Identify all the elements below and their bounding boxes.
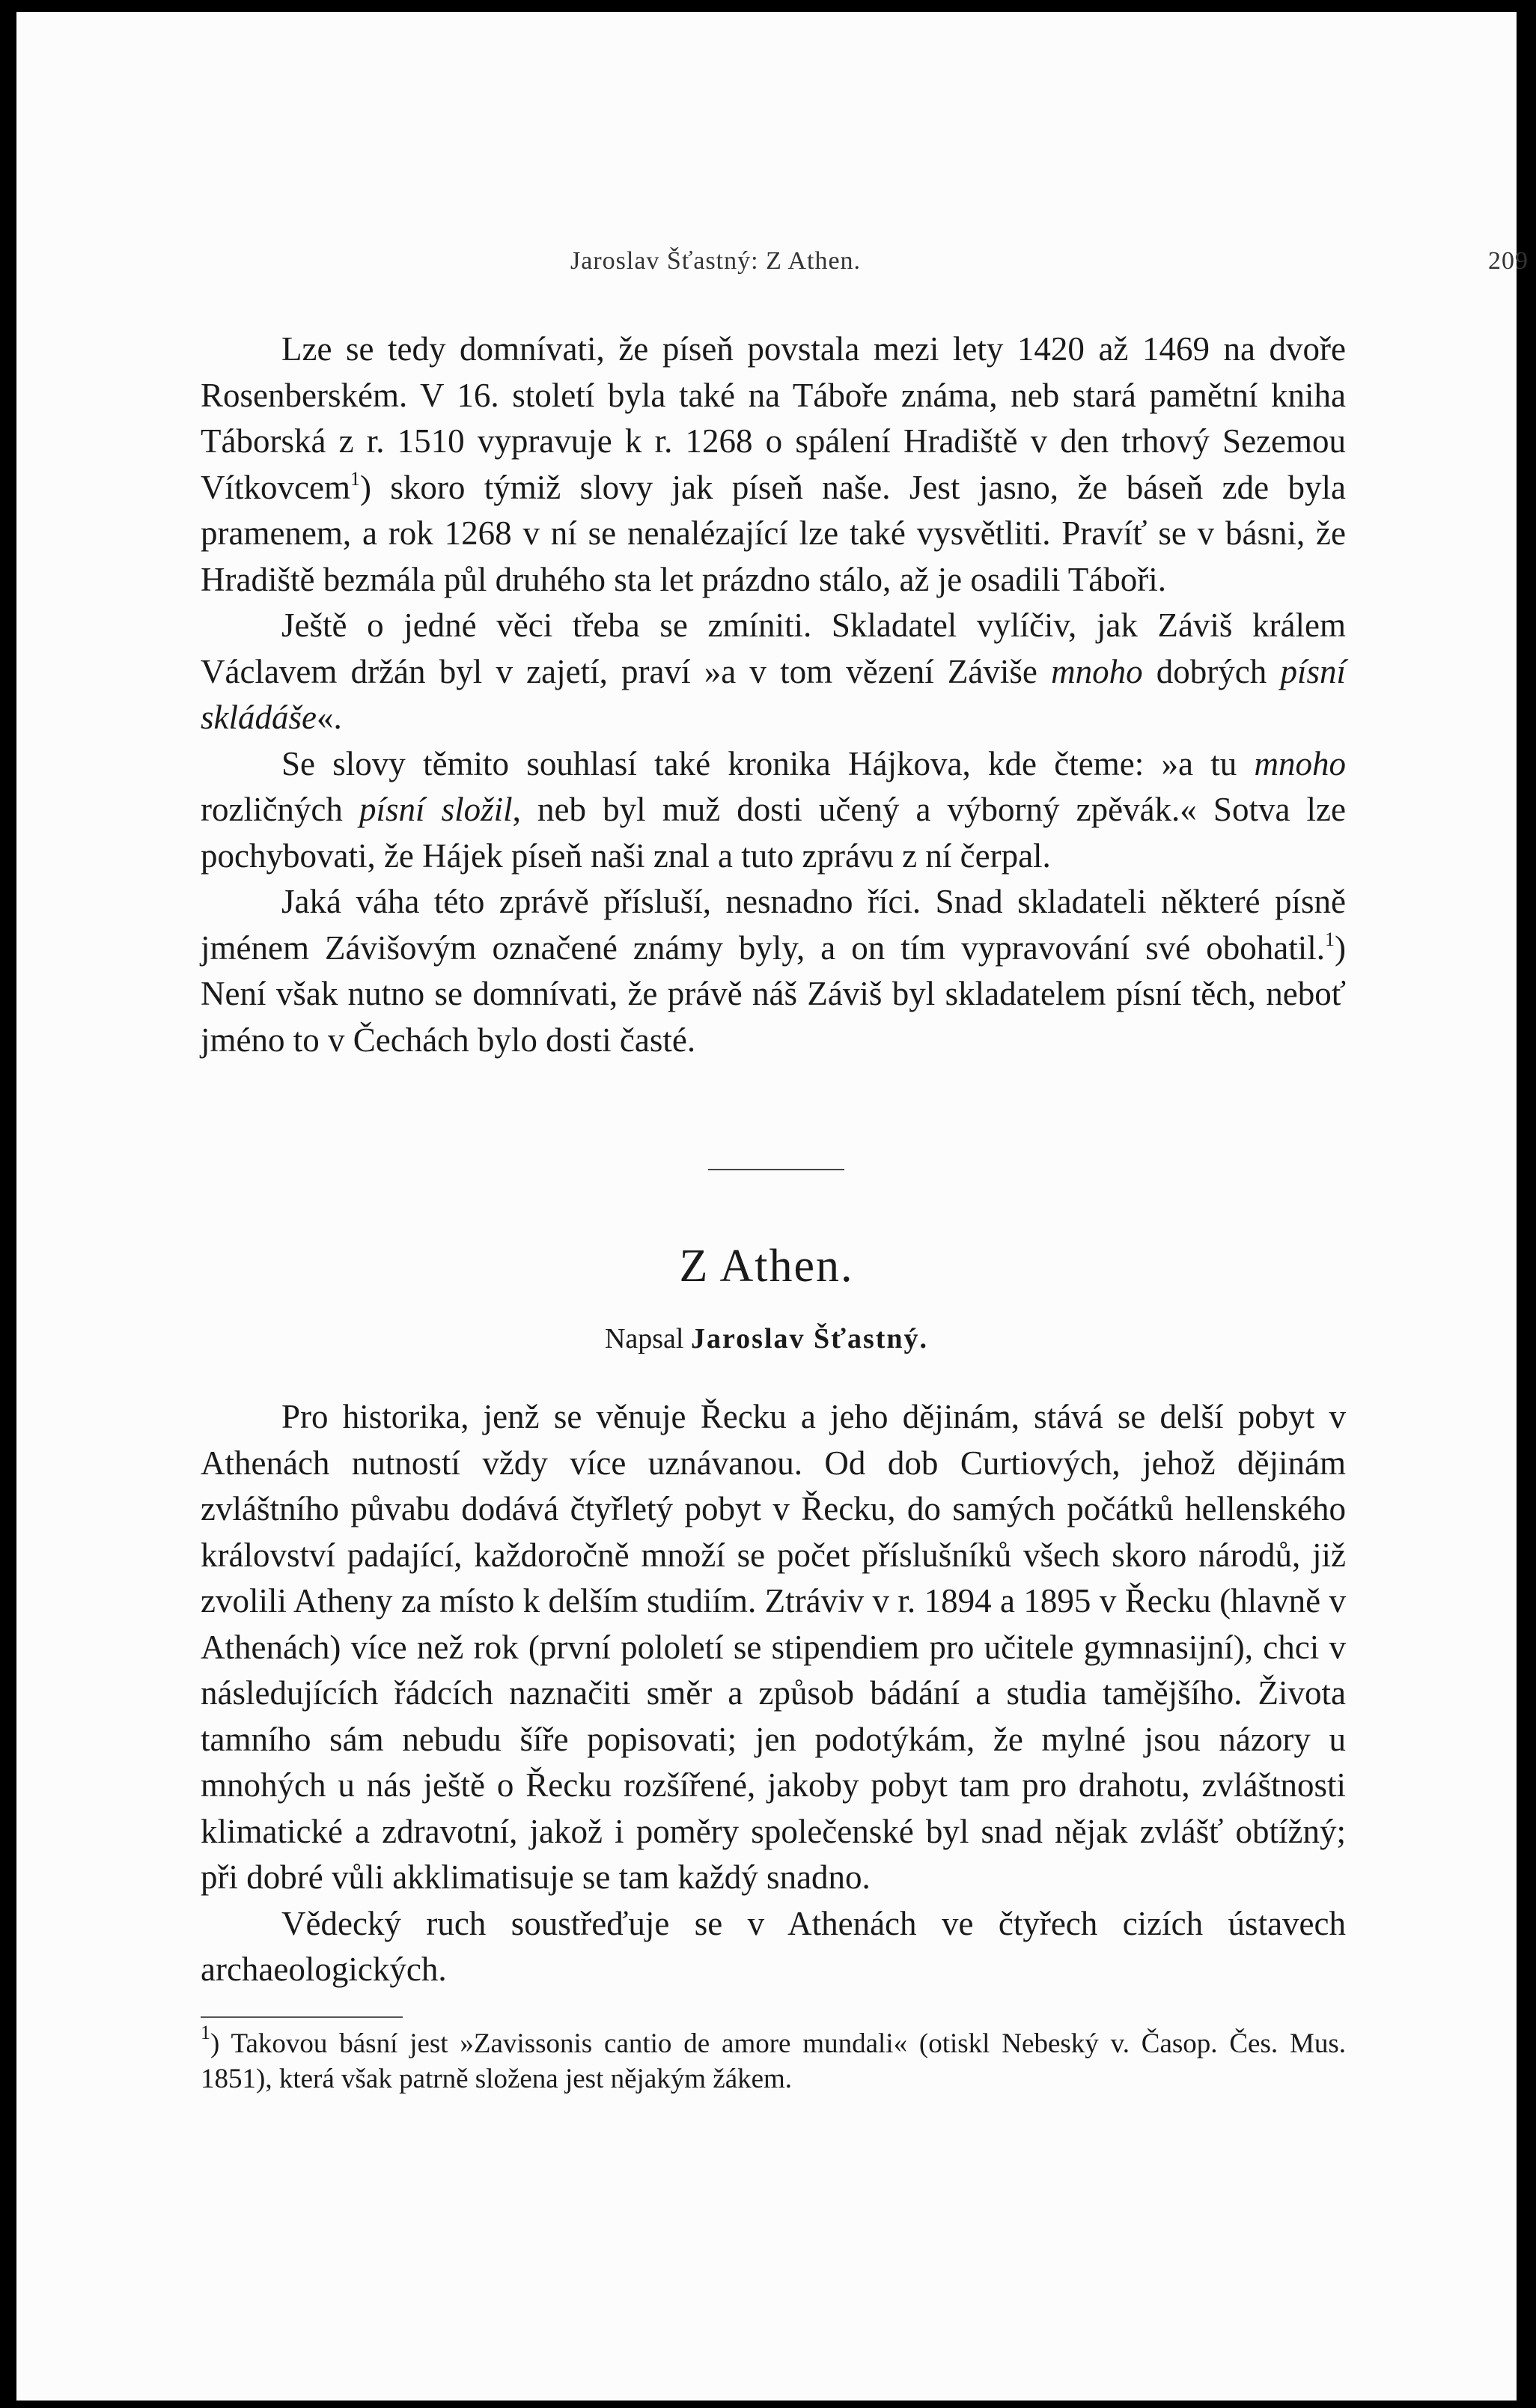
footnote bbox=[201, 2022, 1346, 2097]
footnote-ref: 1 bbox=[350, 467, 360, 490]
paragraph: Lze se tedy domnívati, že píseň povstala mezi lety 1420 až 1469 na dvoře Rosenberském. V 16. století byla také na Táboře známa, neb stará pamětní kniha Táborská z r. 1510 vypravuje k r. 1268 o spálení Hradiště v den trhový Sezemou Vítkovcem$^1$) skoro týmiž slovy jak píseň naše. Jest jasno, že báseň zde byla pramenem, a rok 1268 v ní se nenalézající lze také vysvětliti. Pravíť se v básni, že Hradiště bezmála půl druhého sta let prázdno stálo, až je osadili Táboři. bbox=[201, 330, 1346, 598]
page-number: 209 bbox=[1488, 247, 1529, 275]
footnote-ref: 1 bbox=[1325, 928, 1335, 950]
paragraph: Se slovy těmito souhlasí také kronika Hájkova, kde čteme: »a tu mnoho rozličných písní složil, neb byl muž dosti učený a výborný zpěvák.« Sotva lze pochybovati, že Hájek píseň naši znal a tuto zprávu z ní čerpal. bbox=[201, 744, 1346, 875]
paragraph: Pro historika, jenž se věnuje Řecku a jeho dějinám, stává se delší pobyt v Athenách nutností vždy více uznávanou. Od dob Curtiových, jehož dějinám zvláštního půvabu dodává čtyřletý pobyt v Řecku, do samých počátků hellenského království padající, každoročně množí se počet příslušníků všech skoro národů, již zvolili Atheny za místo k delším studiím. Ztráviv v r. 1894 a 1895 v Řecku (hlavně v Athenách) více než rok (první pololetí se stipendiem pro učitele gymnasijní), chci v následujících řádcích naznačiti směr a způsob bádání a studia tamějšího. Života tamního sám nebudu šíře popisovati; jen podotýkám, že mylné jsou názory u mnohých u nás ještě o Řecku rozšířené, jakoby pobyt tam pro drahotu, zvláštnosti klimatické a zdravotní, jakož i poměry společenské byl snad nějak zvlášť obtížný; při dobré vůli akklimatisuje se tam každý snadno. bbox=[201, 1398, 1346, 1896]
footnote-text: ) Takovou básní jest »Zavissonis cantio de amore mundali« (otiskl Nebeský v. Časop. Čes. Mus. 1851), která však patrně složena jest nějakým žákem. bbox=[201, 2028, 1346, 2094]
byline-prefix: Napsal bbox=[604, 1323, 684, 1354]
byline bbox=[16, 1322, 1517, 1355]
paragraph: Ještě o jedné věci třeba se zmíniti. Skladatel vylíčiv, jak Záviš králem Václavem držán byl v zajetí, praví »a v tom vězení Záviše mnoho dobrých písní skládáše«. bbox=[201, 606, 1346, 736]
article-body bbox=[201, 1394, 1346, 1993]
section-divider bbox=[708, 1169, 844, 1170]
section-1-body bbox=[201, 326, 1346, 1063]
running-head: Jaroslav Šťastný: Z Athen. bbox=[570, 247, 862, 275]
page bbox=[16, 12, 1529, 2401]
article-title: Z Athen. bbox=[679, 1241, 854, 1292]
footnote-rule bbox=[201, 2016, 403, 2018]
paragraph: Jaká váha této zprávě přísluší, nesnadno říci. Snad skladateli některé písně jménem Závišovým označené známy byly, a on tím vypravování své obohatil.$^1$) Není však nutno se domnívati, že právě náš Záviš byl skladatelem písní těch, neboť jméno to v Čechách bylo dosti časté. bbox=[201, 883, 1346, 1059]
author-name: Jaroslav Šťastný. bbox=[690, 1323, 929, 1354]
paragraph: Vědecký ruch soustřeďuje se v Athenách ve čtyřech cizích ústavech archaeologických. bbox=[201, 1904, 1346, 1988]
footnote-mark: 1 bbox=[201, 2022, 210, 2043]
